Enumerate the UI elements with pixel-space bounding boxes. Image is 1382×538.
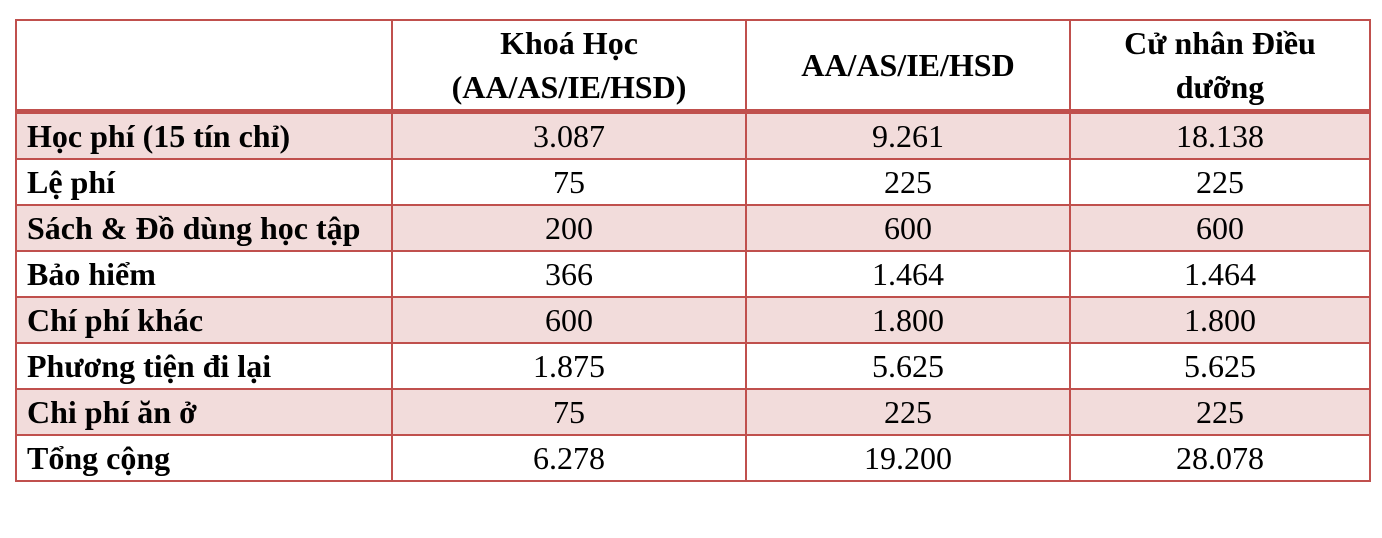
table-body [16,112,1370,482]
table-row [16,389,1370,435]
table-row [16,159,1370,205]
header-row [16,20,1370,112]
table-cell: 19.200 [746,435,1070,481]
table-row [16,112,1370,160]
table-row [16,205,1370,251]
table-cell: 75 [392,389,746,435]
table-cell: 600 [392,297,746,343]
table-cell: 5.625 [746,343,1070,389]
table-cell: 600 [1070,205,1370,251]
header-cell-nursing-bachelor: Cử nhân Điều dưỡng [1070,20,1370,112]
table-cell: 1.464 [746,251,1070,297]
row-label: Học phí (15 tín chỉ) [16,112,392,160]
row-label: Sách & Đồ dùng học tập [16,205,392,251]
header-cell-aa-as-ie-hsd: AA/AS/IE/HSD [746,20,1070,112]
table-row [16,343,1370,389]
table-row [16,251,1370,297]
row-label: Chí phí khác [16,297,392,343]
table-cell: 1.800 [1070,297,1370,343]
cost-table [15,19,1371,482]
table-cell: 5.625 [1070,343,1370,389]
table-header [16,20,1370,112]
row-label: Chi phí ăn ở [16,389,392,435]
header-cell-course: Khoá Học (AA/AS/IE/HSD) [392,20,746,112]
table-cell: 9.261 [746,112,1070,160]
table-cell: 225 [1070,389,1370,435]
row-label: Bảo hiểm [16,251,392,297]
table-row-total [16,435,1370,481]
table-cell: 225 [746,389,1070,435]
table-cell: 75 [392,159,746,205]
row-label: Tổng cộng [16,435,392,481]
table-cell: 1.464 [1070,251,1370,297]
table-row [16,297,1370,343]
table-cell: 225 [1070,159,1370,205]
row-label: Phương tiện đi lại [16,343,392,389]
header-cell-empty [16,20,392,112]
table-cell: 3.087 [392,112,746,160]
table-cell: 6.278 [392,435,746,481]
table-cell: 1.800 [746,297,1070,343]
table-cell: 600 [746,205,1070,251]
table-cell: 1.875 [392,343,746,389]
table-cell: 366 [392,251,746,297]
table-cell: 18.138 [1070,112,1370,160]
row-label: Lệ phí [16,159,392,205]
table-cell: 28.078 [1070,435,1370,481]
table-cell: 200 [392,205,746,251]
table-cell: 225 [746,159,1070,205]
